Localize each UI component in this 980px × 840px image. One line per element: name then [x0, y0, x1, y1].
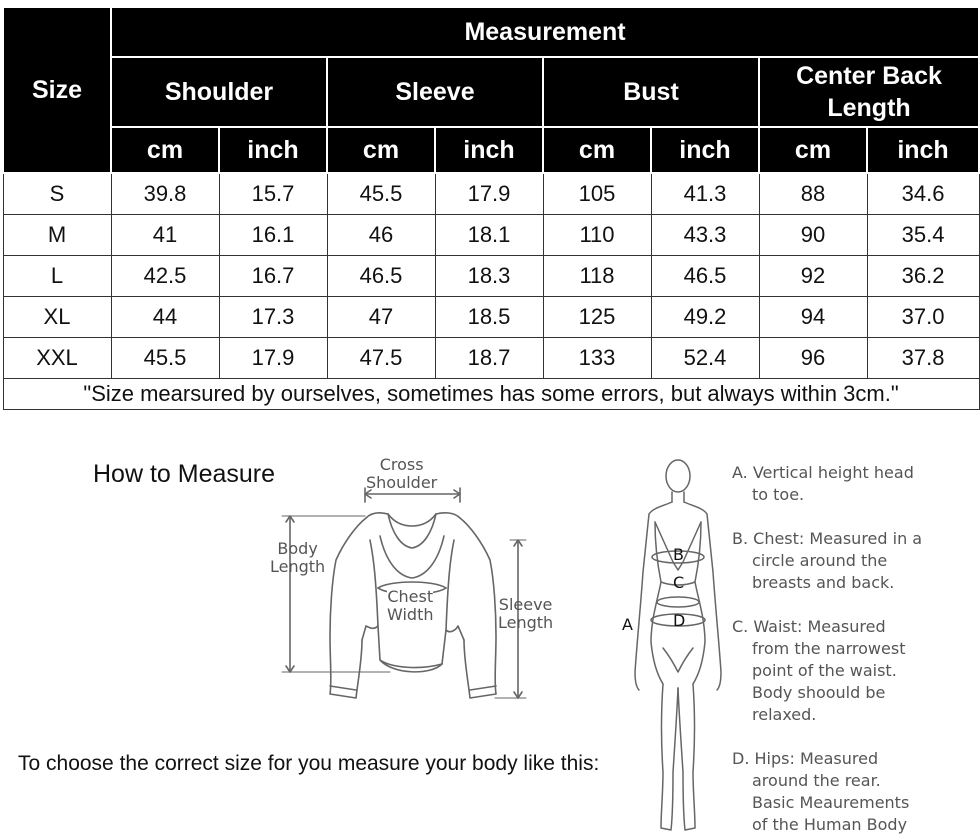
center-back-length-header [759, 57, 979, 127]
value-cell: 118 [543, 256, 651, 297]
size-cell: XXL [3, 338, 111, 379]
legend-b-line-1: B. Chest: Measured in a [732, 529, 923, 548]
sleeve-header: Sleeve [327, 57, 543, 127]
head-outline [666, 460, 690, 492]
measurement-note: "Size mearsured by ourselves, sometimes has some errors, but always within 3cm." [3, 379, 979, 410]
legend-c-line-4: Body shoould be [752, 683, 886, 702]
size-cell: M [3, 215, 111, 256]
value-cell: 44 [111, 297, 219, 338]
legend-c-line-5: relaxed. [752, 705, 817, 724]
value-cell: 110 [543, 215, 651, 256]
value-cell: 37.0 [867, 297, 979, 338]
unit-header: cm [327, 127, 435, 173]
value-cell: 18.1 [435, 215, 543, 256]
legend-item-b [732, 528, 977, 594]
chest-width-label-line-1: Chest [387, 587, 434, 606]
value-cell: 49.2 [651, 297, 759, 338]
value-cell: 47.5 [327, 338, 435, 379]
value-cell: 42.5 [111, 256, 219, 297]
size-cell: L [3, 256, 111, 297]
value-cell: 35.4 [867, 215, 979, 256]
bust-header: Bust [543, 57, 759, 127]
value-cell: 88 [759, 173, 867, 215]
table-row [3, 173, 979, 215]
legend-c-line-1: C. Waist: Measured [732, 617, 886, 636]
value-cell: 37.8 [867, 338, 979, 379]
body-length-label [270, 540, 325, 576]
unit-header: inch [867, 127, 979, 173]
center-back-line-2: Length [827, 94, 911, 122]
size-header: Size [3, 7, 111, 173]
sleeve-length-label-line-1: Sleeve [498, 595, 553, 614]
body-length-label-line-1: Body [277, 539, 318, 558]
cross-shoulder-label-line-1: Cross [379, 455, 424, 474]
value-cell: 45.5 [111, 338, 219, 379]
value-cell: 52.4 [651, 338, 759, 379]
human-body-figure [615, 452, 730, 840]
waist-ring [657, 597, 699, 607]
marker-c: C [673, 573, 685, 592]
marker-b: B [673, 545, 684, 564]
chest-width-label-line-2: Width [387, 605, 434, 624]
legend-b-line-2: circle around the [752, 551, 888, 570]
table-row [3, 256, 979, 297]
value-cell: 46.5 [327, 256, 435, 297]
unit-header: inch [435, 127, 543, 173]
value-cell: 105 [543, 173, 651, 215]
shoulder-header: Shoulder [111, 57, 327, 127]
sleeve-length-label [498, 596, 553, 632]
legend-item-a [732, 462, 977, 506]
sleeve-length-label-line-2: Length [498, 613, 554, 632]
value-cell: 46.5 [651, 256, 759, 297]
value-cell: 45.5 [327, 173, 435, 215]
legend-d-line-3: Basic Meaurements [752, 793, 910, 812]
value-cell: 96 [759, 338, 867, 379]
table-row [3, 338, 979, 379]
cross-shoulder-label-line-2: Shoulder [366, 473, 438, 492]
unit-header: inch [219, 127, 327, 173]
size-chart-table [2, 6, 980, 410]
legend-a-line-2: to toe. [752, 485, 805, 504]
unit-header: cm [759, 127, 867, 173]
value-cell: 17.9 [219, 338, 327, 379]
value-cell: 39.8 [111, 173, 219, 215]
table-row [3, 215, 979, 256]
value-cell: 34.6 [867, 173, 979, 215]
value-cell: 18.7 [435, 338, 543, 379]
value-cell: 17.9 [435, 173, 543, 215]
value-cell: 133 [543, 338, 651, 379]
cross-shoulder-label [366, 456, 437, 492]
legend-d-line-1: D. Hips: Measured [732, 749, 879, 768]
unit-header: cm [543, 127, 651, 173]
table-row [3, 297, 979, 338]
value-cell: 46 [327, 215, 435, 256]
legend-c-line-2: from the narrowest [752, 639, 906, 658]
how-to-measure-title: How to Measure [93, 460, 276, 488]
value-cell: 94 [759, 297, 867, 338]
value-cell: 43.3 [651, 215, 759, 256]
unit-header: inch [651, 127, 759, 173]
value-cell: 16.7 [219, 256, 327, 297]
value-cell: 18.3 [435, 256, 543, 297]
center-back-line-1: Center Back [796, 62, 942, 90]
value-cell: 41.3 [651, 173, 759, 215]
size-cell: S [3, 173, 111, 215]
legend-item-c [732, 616, 977, 726]
legend-item-d [732, 748, 977, 836]
legend-d-line-2: around the rear. [752, 771, 881, 790]
body-length-label-line-2: Length [270, 557, 326, 576]
size-cell: XL [3, 297, 111, 338]
value-cell: 92 [759, 256, 867, 297]
measurement-header: Measurement [111, 7, 979, 57]
unit-header: cm [111, 127, 219, 173]
value-cell: 16.1 [219, 215, 327, 256]
legend-a-line-1: A. Vertical height head [732, 463, 914, 482]
value-cell: 41 [111, 215, 219, 256]
value-cell: 125 [543, 297, 651, 338]
marker-a: A [622, 615, 633, 634]
chest-width-label [387, 588, 433, 624]
value-cell: 36.2 [867, 256, 979, 297]
value-cell: 90 [759, 215, 867, 256]
value-cell: 47 [327, 297, 435, 338]
value-cell: 18.5 [435, 297, 543, 338]
choose-size-instruction: To choose the correct size for you measure your body like this: [18, 752, 600, 775]
marker-d: D [673, 611, 686, 630]
legend-d-line-4: of the Human Body [752, 815, 908, 834]
value-cell: 17.3 [219, 297, 327, 338]
legend-b-line-3: breasts and back. [752, 573, 895, 592]
value-cell: 15.7 [219, 173, 327, 215]
legend-c-line-3: point of the waist. [752, 661, 897, 680]
